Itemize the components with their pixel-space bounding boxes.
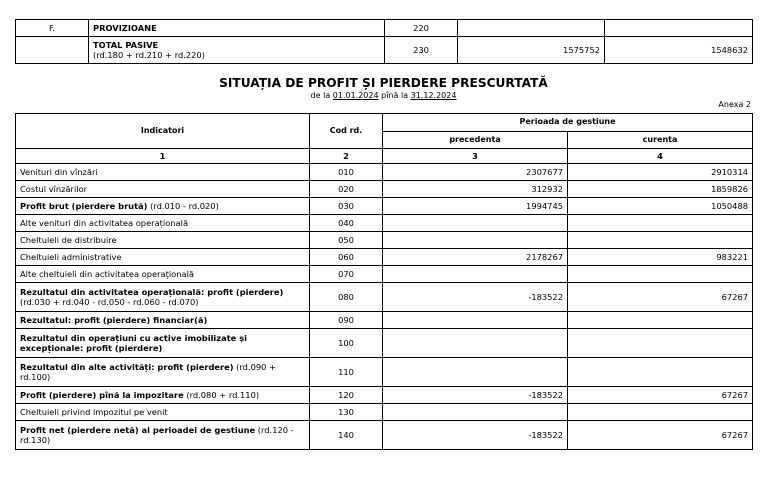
table-row <box>16 404 753 421</box>
indicator-cell <box>16 358 310 387</box>
row-curr-value <box>568 358 753 387</box>
table-row <box>16 232 753 249</box>
date-to: 31.12.2024 <box>410 91 457 100</box>
date-from: 01.01.2024 <box>332 91 379 100</box>
row-prev-value <box>383 329 568 358</box>
row-prev-value <box>383 232 568 249</box>
row-code: 040 <box>310 215 383 232</box>
indicator-label: Rezultatul: profit (pierdere) financiar(ă) <box>20 315 208 325</box>
row-curr-value: 67267 <box>568 283 753 312</box>
row-code: 110 <box>310 358 383 387</box>
row-prev-value <box>383 215 568 232</box>
row-prev-value <box>383 266 568 283</box>
row-code: 230 <box>385 37 458 64</box>
indicator-cell <box>16 387 310 404</box>
row-prev-value: -183522 <box>383 421 568 450</box>
row-code: 100 <box>310 329 383 358</box>
index-cell: 1 <box>16 149 310 164</box>
row-prev-value: 312932 <box>383 181 568 198</box>
row-code: 030 <box>310 198 383 215</box>
indicator-label: Cheltuieli administrative <box>20 252 122 262</box>
row-curr-value: 1859826 <box>568 181 753 198</box>
row-prev-value: 2307677 <box>383 164 568 181</box>
row-code: 220 <box>385 20 458 37</box>
row-label: PROVIZIOANE <box>89 20 385 37</box>
row-code: 090 <box>310 312 383 329</box>
profit-loss-body <box>16 164 753 450</box>
indicator-cell <box>16 215 310 232</box>
table-row <box>16 20 753 37</box>
indicator-cell <box>16 249 310 266</box>
table-row <box>16 249 753 266</box>
row-code: 020 <box>310 181 383 198</box>
indicator-label: Profit brut (pierdere brută) <box>20 201 148 211</box>
row-code: 050 <box>310 232 383 249</box>
header-indicators: Indicatori <box>16 114 310 149</box>
table-row <box>16 266 753 283</box>
row-prev-value <box>383 358 568 387</box>
row-curr-value <box>568 215 753 232</box>
index-cell: 4 <box>568 149 753 164</box>
period-mid: pînă la <box>381 91 409 100</box>
annex-label: Anexa 2 <box>718 100 751 109</box>
table-row <box>16 164 753 181</box>
indicator-formula: (rd.030 + rd.040 - rd.050 - rd.060 - rd.070) <box>20 297 199 307</box>
header-period: Perioada de gestiune <box>383 114 753 132</box>
indicator-cell <box>16 421 310 450</box>
row-prev-value: -183522 <box>383 283 568 312</box>
row-curr-value: 2910314 <box>568 164 753 181</box>
row-curr-value: 67267 <box>568 421 753 450</box>
indicator-label: Rezultatul din alte activități: profit (pierdere) <box>20 362 234 372</box>
index-cell: 2 <box>310 149 383 164</box>
row-curr-value <box>568 312 753 329</box>
row-curr-value: 1548632 <box>605 37 753 64</box>
row-formula: (rd.180 + rd.210 + rd.220) <box>93 50 205 60</box>
row-prev-value <box>383 404 568 421</box>
row-curr-value <box>568 404 753 421</box>
index-cell: 3 <box>383 149 568 164</box>
indicator-label: Rezultatul din activitatea operațională: profit (pierdere) <box>20 287 284 297</box>
report-period <box>0 91 767 101</box>
row-curr-value: 67267 <box>568 387 753 404</box>
row-letter: F. <box>16 20 89 37</box>
indicator-formula: (rd.010 - rd.020) <box>147 201 219 211</box>
row-code: 070 <box>310 266 383 283</box>
row-curr-value <box>605 20 753 37</box>
row-code: 060 <box>310 249 383 266</box>
indicator-cell <box>16 181 310 198</box>
table-row <box>16 387 753 404</box>
row-letter <box>16 37 89 64</box>
indicator-cell <box>16 404 310 421</box>
indicator-label: Profit net (pierdere netă) al perioadei de gestiune <box>20 425 256 435</box>
indicator-cell <box>16 164 310 181</box>
indicator-label: Cheltuieli de distribuire <box>20 235 117 245</box>
indicator-label: Rezultatul din operațiuni cu active imobilizate și excepționale: profit (pierdere) <box>20 333 247 353</box>
table-row <box>16 198 753 215</box>
row-label: TOTAL PASIVE <box>93 40 159 50</box>
indicator-formula: (rd.090 + rd.100) <box>20 362 277 382</box>
row-curr-value <box>568 232 753 249</box>
table-row <box>16 312 753 329</box>
indicator-label: Venituri din vînzări <box>20 167 98 177</box>
row-prev-value: 1575752 <box>458 37 605 64</box>
table-row <box>16 215 753 232</box>
index-row <box>16 149 753 164</box>
header-code: Cod rd. <box>310 114 383 149</box>
indicator-cell <box>16 283 310 312</box>
row-curr-value: 1050488 <box>568 198 753 215</box>
indicator-cell <box>16 232 310 249</box>
table-row <box>16 283 753 312</box>
indicator-label: Alte cheltuieli din activitatea operațională <box>20 269 194 279</box>
indicator-label: Cheltuieli privind impozitul pe venit <box>20 407 168 417</box>
indicator-cell <box>16 329 310 358</box>
row-curr-value <box>568 266 753 283</box>
header-row <box>16 114 753 132</box>
indicator-label: Profit (pierdere) pînă la impozitare <box>20 390 184 400</box>
table-row <box>16 358 753 387</box>
table-row <box>16 37 753 64</box>
row-code: 130 <box>310 404 383 421</box>
row-code: 140 <box>310 421 383 450</box>
period-prefix: de la <box>310 91 331 100</box>
table-row <box>16 421 753 450</box>
indicator-label: Costul vînzărilor <box>20 184 88 194</box>
header-current: curenta <box>568 131 753 149</box>
indicator-cell <box>16 312 310 329</box>
row-code: 080 <box>310 283 383 312</box>
indicator-cell <box>16 266 310 283</box>
table-row <box>16 181 753 198</box>
report-title: SITUAȚIA DE PROFIT ȘI PIERDERE PRESCURTATĂ <box>219 76 548 90</box>
row-code: 120 <box>310 387 383 404</box>
row-label-cell <box>89 37 385 64</box>
row-prev-value: 2178267 <box>383 249 568 266</box>
table-row <box>16 329 753 358</box>
indicator-label: Alte venituri din activitatea operațională <box>20 218 189 228</box>
row-prev-value: 1994745 <box>383 198 568 215</box>
row-prev-value <box>458 20 605 37</box>
row-prev-value: -183522 <box>383 387 568 404</box>
profit-loss-table <box>15 113 753 450</box>
row-prev-value <box>383 312 568 329</box>
header-previous: precedenta <box>383 131 568 149</box>
row-code: 010 <box>310 164 383 181</box>
indicator-cell <box>16 198 310 215</box>
indicator-formula: (rd.120 - rd.130) <box>20 425 294 445</box>
row-curr-value: 983221 <box>568 249 753 266</box>
indicator-formula: (rd.080 + rd.110) <box>183 390 260 400</box>
row-curr-value <box>568 329 753 358</box>
balance-sheet-tail-table <box>15 19 753 64</box>
